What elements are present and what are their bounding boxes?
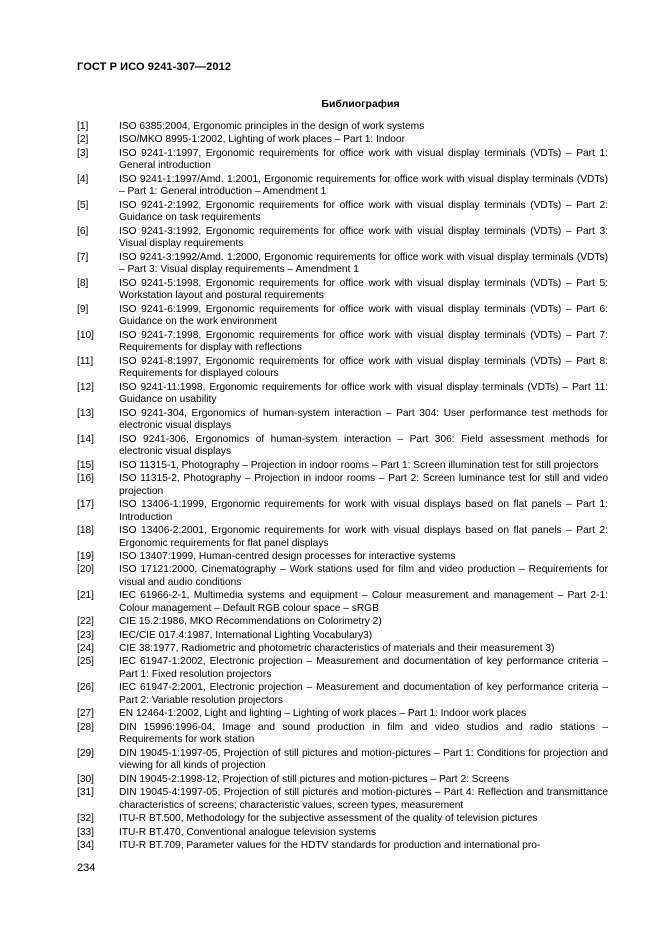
- reference-text: ISO 6385:2004, Ergonomic principles in the design of work systems: [119, 121, 425, 132]
- reference-text: ISO/MKO 8995-1:2002, Lighting of work places – Part 1: Indoor: [119, 134, 405, 146]
- reference-number: [2]: [77, 134, 89, 146]
- reference-item: [77, 774, 608, 787]
- reference-item: [77, 643, 608, 656]
- reference-item: [77, 382, 608, 407]
- reference-number: [5]: [77, 199, 89, 211]
- reference-text: ISO 9241-7:1998, Ergonomic requirements for office work with visual display terminals (VDTs) – Part 7: Requirements for display with reflections: [119, 329, 608, 354]
- reference-number: [19]: [77, 550, 94, 562]
- document-header: ГОСТ Р ИСО 9241-307—2012: [77, 61, 232, 73]
- reference-number: [21]: [77, 590, 94, 602]
- reference-text: ISO 9241-1:1997/Amd. 1:2001, Ergonomic requirements for office work with visual display terminals (VDTs) – Part 1: General introduction – Amendment 1: [119, 173, 608, 198]
- reference-number: [30]: [77, 773, 94, 785]
- reference-number: [18]: [77, 524, 94, 536]
- reference-number: [23]: [77, 629, 94, 641]
- reference-item: [77, 722, 608, 747]
- reference-item: [77, 174, 608, 199]
- reference-text: DIN 19045-2:1998-12, Projection of still pictures and motion-pictures – Part 2: Screens: [119, 773, 510, 785]
- reference-item: [77, 473, 608, 498]
- reference-text: CIE 15.2:1986, MKO Recommendations on Colorimetry 2): [119, 616, 382, 628]
- reference-number: [29]: [77, 747, 94, 759]
- reference-text: ITU-R BT.500, Methodology for the subjective assessment of the quality of television pictures: [119, 813, 538, 825]
- reference-number: [10]: [77, 329, 94, 341]
- reference-number: [1]: [77, 121, 89, 132]
- reference-item: [77, 226, 608, 251]
- reference-number: [27]: [77, 708, 94, 720]
- reference-number: [33]: [77, 826, 94, 838]
- reference-item: [77, 499, 608, 524]
- reference-item: [77, 356, 608, 381]
- reference-text: DIN 19045-4:1997-05, Projection of still pictures and motion-pictures – Part 4: Reflection and transmittance characteristics of screens; characteristic values, screen types, measurement: [119, 787, 608, 811]
- reference-item: [77, 408, 608, 433]
- reference-number: [14]: [77, 433, 94, 445]
- reference-text: ISO 9241-8:1997, Ergonomic requirements for office work with visual display terminals (VDTs) – Part 8: Requirements for displayed colours: [119, 355, 608, 380]
- page-number: 234: [77, 862, 96, 874]
- reference-text: ISO 9241-306, Ergonomics of human-system interaction – Part 306: Field assessment methods for electronic visual displays: [119, 433, 608, 458]
- reference-number: [31]: [77, 787, 94, 799]
- reference-item: [77, 630, 608, 643]
- section-title: Библиография: [321, 98, 400, 110]
- reference-item: [77, 148, 608, 173]
- reference-item: [77, 121, 608, 134]
- reference-text: IEC 61947-1:2002, Electronic projection – Measurement and documentation of key performance criteria – Part 1: Fixed resolution projectors: [119, 656, 608, 681]
- reference-item: [77, 590, 608, 615]
- reference-number: [32]: [77, 813, 94, 825]
- reference-item: [77, 813, 608, 826]
- reference-item: [77, 827, 608, 840]
- reference-number: [7]: [77, 251, 89, 263]
- reference-text: ISO 9241-1:1997, Ergonomic requirements for office work with visual display terminals (VDTs) – Part 1: General introduction: [119, 147, 608, 172]
- reference-number: [28]: [77, 721, 94, 733]
- reference-text: IEC/CIE 017.4:1987, International Lighting Vocabulary3): [119, 629, 373, 641]
- reference-item: [77, 278, 608, 303]
- reference-item: [77, 200, 608, 225]
- reference-item: [77, 840, 608, 853]
- reference-number: [17]: [77, 498, 94, 510]
- reference-number: [34]: [77, 839, 94, 851]
- reference-text: ISO 9241-5:1998, Ergonomic requirements for office work with visual display terminals (VDTs) – Part 5: Workstation layout and postural requirements: [119, 277, 608, 302]
- reference-item: [77, 304, 608, 329]
- bibliography-list: [77, 121, 608, 853]
- reference-text: ISO 17121:2000, Cinematography – Work stations used for film and video production – Requirements for visual and audio conditions: [119, 564, 608, 588]
- reference-number: [15]: [77, 459, 94, 471]
- reference-text: ISO 9241-3:1992/Amd. 1:2000, Ergonomic requirements for office work with visual display terminals (VDTs) – Part 3: Visual display requirements – Amendment 1: [119, 251, 608, 276]
- reference-item: [77, 656, 608, 681]
- reference-number: [22]: [77, 616, 94, 628]
- reference-number: [20]: [77, 564, 94, 576]
- reference-item: [77, 525, 608, 550]
- reference-item: [77, 787, 608, 812]
- reference-number: [13]: [77, 407, 94, 419]
- reference-item: [77, 134, 608, 147]
- reference-number: [11]: [77, 355, 94, 367]
- reference-text: ISO 13406-2:2001, Ergonomic requirements for work with visual displays based on flat panels – Part 2: Ergonomic requirements for flat panel displays: [119, 524, 608, 549]
- reference-text: ISO 13407:1999, Human-centred design processes for interactive systems: [119, 550, 456, 562]
- reference-number: [26]: [77, 682, 94, 694]
- reference-text: DIN 15996:1996-04, Image and sound production in film and video studios and radio stations – Requirements for work station: [119, 721, 608, 746]
- reference-text: ISO 9241-304, Ergonomics of human-system interaction – Part 304: User performance test methods for electronic visual displays: [119, 407, 608, 432]
- reference-number: [24]: [77, 643, 94, 655]
- reference-item: [77, 252, 608, 277]
- reference-text: IEC 61966-2-1, Multimedia systems and equipment – Colour measurement and management – Part 2-1: Colour management – Default RGB colour space – sRGB: [119, 590, 608, 614]
- reference-text: ITU-R BT.470, Conventional analogue television systems: [119, 826, 377, 838]
- reference-text: ISO 11315-2, Photography – Projection in indoor rooms – Part 2: Screen luminance test for still and video projection: [119, 472, 608, 497]
- reference-item: [77, 748, 608, 773]
- reference-text: ITU-R BT.709, Parameter values for the HDTV standards for production and international pro-: [119, 839, 541, 851]
- reference-number: [16]: [77, 472, 94, 484]
- reference-number: [8]: [77, 277, 89, 289]
- reference-item: [77, 551, 608, 564]
- reference-item: [77, 708, 608, 721]
- reference-item: [77, 616, 608, 629]
- reference-item: [77, 434, 608, 459]
- reference-number: [4]: [77, 173, 89, 185]
- reference-text: ISO 9241-3:1992, Ergonomic requirements for office work with visual display terminals (VDTs) – Part 3: Visual display requirements: [119, 225, 608, 250]
- reference-text: ISO 9241-2:1992, Ergonomic requirements for office work with visual display terminals (VDTs) – Part 2: Guidance on task requirements: [119, 199, 608, 224]
- reference-text: CIE 38:1977, Radiometric and photometric characteristics of materials and their measurement 3): [119, 643, 555, 655]
- reference-item: [77, 682, 608, 707]
- reference-number: [6]: [77, 225, 89, 237]
- reference-number: [3]: [77, 147, 89, 159]
- reference-text: ISO 9241-6:1999, Ergonomic requirements for office work with visual display terminals (VDTs) – Part 6: Guidance on the work environment: [119, 303, 608, 328]
- reference-text: ISO 9241-11:1998, Ergonomic requirements for office work with visual display terminals (VDTs) – Part 11: Guidance on usability: [119, 381, 608, 406]
- reference-number: [25]: [77, 656, 94, 668]
- reference-number: [12]: [77, 381, 94, 393]
- reference-item: [77, 564, 608, 589]
- reference-item: [77, 330, 608, 355]
- reference-text: ISO 11315-1, Photography – Projection in indoor rooms – Part 1: Screen illumination test for still projectors: [119, 459, 599, 471]
- reference-text: IEC 61947-2:2001, Electronic projection – Measurement and documentation of key performance criteria – Part 2: Variable resolution projectors: [119, 682, 608, 707]
- reference-item: [77, 460, 608, 473]
- reference-text: DIN 19045-1:1997-05, Projection of still pictures and motion-pictures – Part 1: Conditions for projection and viewing for all kinds of projection: [119, 747, 608, 772]
- reference-text: EN 12464-1:2002, Light and lighting – Lighting of work places – Part 1: Indoor work places: [119, 708, 527, 720]
- reference-number: [9]: [77, 303, 89, 315]
- reference-text: ISO 13406-1:1999, Ergonomic requirements for work with visual displays based on flat panels – Part 1: Introduction: [119, 498, 608, 523]
